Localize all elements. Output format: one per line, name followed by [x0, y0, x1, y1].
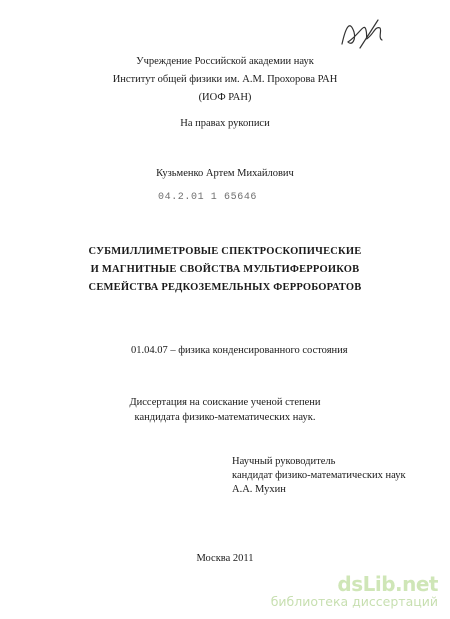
degree-line-1: Диссертация на соискание ученой степени: [129, 397, 321, 408]
supervisor-degree: кандидат физико-математических наук: [232, 470, 406, 481]
manuscript-rights: На правах рукописи: [180, 118, 270, 129]
handwritten-signature: [338, 14, 388, 54]
institution-line-1: Учреждение Российской академии наук: [136, 56, 314, 67]
institution-line-2: Институт общей физики им. А.М. Прохорова РАН: [112, 74, 338, 85]
watermark[interactable]: [271, 572, 438, 609]
watermark-subtitle: библиотека диссертаций: [270, 594, 438, 609]
institution-abbr: (ИОФ РАН): [198, 92, 252, 103]
supervisor-label: Научный руководитель: [232, 456, 336, 467]
degree-line-2: кандидата физико-математических наук.: [134, 412, 316, 423]
author-name: Кузьменко Артем Михайлович: [156, 168, 294, 179]
thesis-title-line-2: И МАГНИТНЫЕ СВОЙСТВА МУЛЬТИФЕРРОИКОВ: [90, 264, 360, 275]
thesis-title-line-3: СЕМЕЙСТВА РЕДКОЗЕМЕЛЬНЫХ ФЕРРОБОРАТОВ: [88, 282, 362, 293]
watermark-logo: dsLib.net: [337, 572, 438, 596]
specialty-code: 01.04.07 – физика конденсированного состояния: [131, 345, 348, 356]
thesis-title-line-1: СУБМИЛЛИМЕТРОВЫЕ СПЕКТРОСКОПИЧЕСКИЕ: [88, 246, 362, 257]
supervisor-name: А.А. Мухин: [232, 484, 286, 495]
city-year: Москва 2011: [196, 553, 254, 564]
library-stamp: 04.2.01 1 65646: [158, 192, 258, 203]
